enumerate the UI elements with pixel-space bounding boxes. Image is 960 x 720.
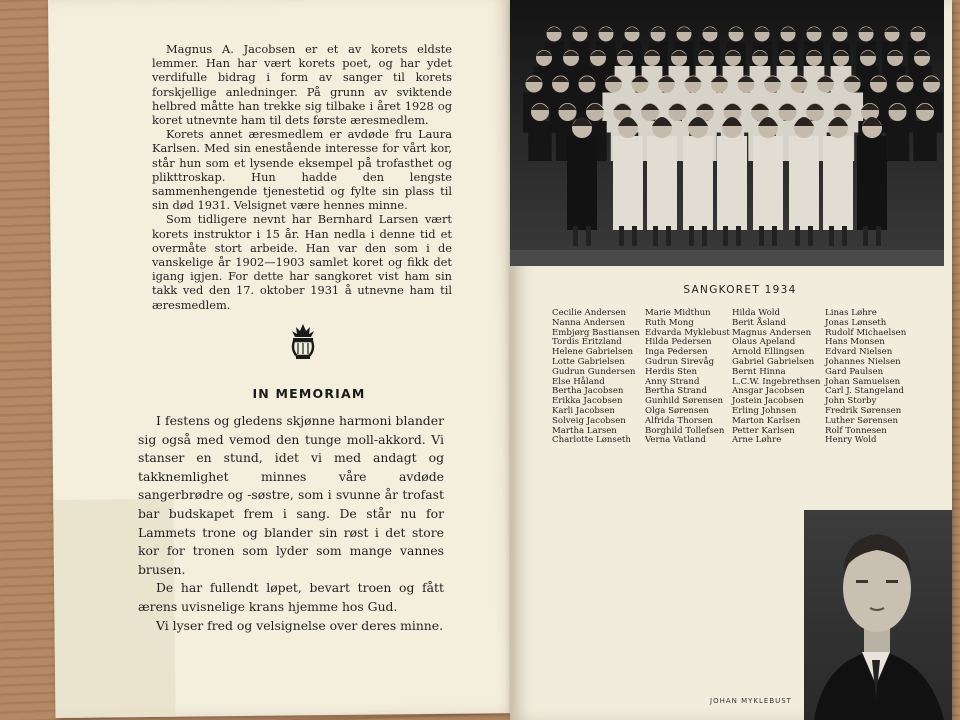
member-name: Ansgar Jacobsen [732,386,805,397]
choir-member-figure [913,121,936,161]
front-row-leg [759,226,764,246]
front-row-leg [653,226,658,246]
member-name: Linas Løhre [825,308,877,318]
member-name: Hans Monsen [825,337,885,348]
choir-member-hair [599,27,614,32]
front-row-figure [567,136,597,230]
member-name: Martha Larsen [552,425,617,436]
choir-member-hair [703,27,718,32]
front-row-leg [842,226,847,246]
member-name: Jonas Lønseth [825,317,887,328]
member-name: Berit Åsland [732,317,786,328]
choir-title: SANGKORET 1934 [683,284,797,296]
memoriam-paragraph: Vi lyser fred og velsignelse over deres minne. [156,617,444,633]
front-row-figure [683,136,713,230]
choir-member-hair [807,27,822,32]
member-column-3 [732,309,820,446]
member-name: Arnold Ellingsen [732,347,805,358]
member-name: Edvard Nielsen [825,347,893,358]
memoriam-heading: IN MEMORIAM [252,386,366,401]
member-name: Fredrik Sørensen [825,405,902,416]
member-name: Else Håland [552,376,605,387]
choir-member-hair [911,27,926,32]
member-name: Luther Sørensen [825,415,898,426]
choir-member-hair [859,27,874,32]
left-body-text [152,42,452,312]
front-row-leg [619,226,624,246]
member-name: Marton Karlsen [732,415,801,426]
member-name: Charlotte Lønseth [552,435,631,446]
member-name: Gunhild Sørensen [645,396,724,407]
member-name: Nanna Andersen [552,317,626,328]
member-name: Marie Midthun [645,308,711,318]
choir-member-hair [781,27,796,32]
front-row-leg [736,226,741,246]
front-row-leg [586,226,591,246]
member-name: Herdis Sten [645,366,698,377]
member-column-4 [825,309,906,446]
portrait-image [804,510,952,720]
member-name: Bertha Jacobsen [552,386,624,397]
member-name: Edvarda Myklebust [645,327,730,338]
front-row-figure [647,136,677,230]
member-column-1 [552,309,640,446]
front-row-leg [829,226,834,246]
member-name: Johannes Nielsen [825,356,901,367]
front-row-leg [876,226,881,246]
lyre-ornament-icon [285,322,321,362]
member-column-2 [645,309,730,446]
choir-member-hair [573,27,588,32]
front-row-leg [689,226,694,246]
member-name: Erling Johnsen [732,405,797,416]
choir-member-hair [625,27,640,32]
choir-member-hair [677,27,692,32]
member-name: Bertha Strand [645,386,707,397]
member-name: Verna Vatland [645,435,706,446]
member-name: Gard Paulsen [825,366,884,377]
choir-photo-image [510,0,944,266]
member-name: Karli Jacobsen [552,405,615,416]
member-name: Helene Gabrielsen [552,347,633,358]
paragraph-karlsen: Korets annet æresmedlem er avdøde fru Laura Karlsen. Med sin enestående interesse for vårt kor, står hun som et lysende eksempel på trofasthet og plikttroskap. Hun hadde den lengste sammenhengende tjenestetid og fylte sin plass til sin død 1931. Velsignet være hennes minne. [152,127,452,213]
memoriam-paragraph: De har fullendt løpet, bevart troen og fått ærens uvisnelige krans hjemme hos Gud. [138,580,444,614]
member-name: John Storby [825,396,877,407]
choir-member-hair [885,27,900,32]
member-name: Alfrida Thorsen [645,415,713,426]
member-name: Borghild Tollefsen [645,425,725,436]
member-name: Anny Strand [645,376,700,387]
member-name: Tordis Eritzland [552,337,622,348]
member-name: Gabriel Gabrielsen [732,356,815,367]
choir-member-figure [886,121,909,161]
member-name: Petter Karlsen [732,425,795,436]
memoriam-paragraph: I festens og gledens skjønne harmoni blander sig også med vemod den tunge moll-akkord. Vi stanser en stund, idet vi med andagt og takknemlighet minnes våre avdøde sangerbrødre og -søstre, som i svunne år trofast bar budskapet frem i sang. De står nu for Lammets trone og blander sin røst i det store kor for tronen som lyder som mange vannes brusen. [138,413,444,577]
member-name: Magnus Andersen [732,327,812,338]
member-name: Cecilie Andersen [552,308,627,318]
member-name: Erikka Jacobsen [552,396,623,407]
member-name: Johan Samuelsen [825,376,901,387]
member-name: Rudolf Michaelsen [825,327,907,338]
front-row-leg [723,226,728,246]
front-row-leg [808,226,813,246]
paragraph-larsen: Som tidligere nevnt har Bernhard Larsen vært korets instruktor i 15 år. Han nedla i denne tid et overmåte stort arbeide. Han var den som i de vanskelige år 1902—1903 samlet koret og fikk det igang igjen. For dette har sangkoret vist ham sin takk ved den 17. oktober 1931 å utnevne ham til æresmedlem. [152,212,452,312]
member-name: Embjørg Bastiansen [552,327,640,338]
member-name: L.C.W. Ingebrethsen [732,376,821,387]
member-name: Lotte Gabrielsen [552,356,625,367]
memoriam-text [138,412,444,635]
member-name: Hilda Wold [732,308,781,318]
member-name: Olga Sørensen [645,405,709,416]
member-name: Arne Løhre [732,435,782,446]
member-name: Rolf Tonnesen [825,425,887,436]
front-row-leg [632,226,637,246]
front-row-leg [863,226,868,246]
portrait-photo [804,510,952,720]
front-row-leg [666,226,671,246]
front-row-figure [789,136,819,230]
member-name: Henry Wold [825,435,877,446]
front-row-leg [772,226,777,246]
front-row-leg [702,226,707,246]
member-name: Hilda Pedersen [645,337,712,348]
front-row-leg [795,226,800,246]
front-row-figure [857,136,887,230]
portrait-caption: JOHAN MYKLEBUST [710,697,792,705]
choir-member-hair [755,27,770,32]
paragraph-jacobsen: Magnus A. Jacobsen er et av korets eldste lemmer. Han har vært korets poet, og har ydet verdifulle bidrag i form av sanger til korets forskjellige anledninger. På grunn av sviktende helbred måtte han trekke sig tilbake i året 1928 og koret utnevnte ham til dets første æresmedlem. [152,42,452,128]
member-name: Jostein Jacobsen [732,396,804,407]
member-name: Olaus Apeland [732,337,796,348]
choir-group-photo [510,0,944,266]
member-name: Gudrun Sirevåg [645,356,715,367]
member-name: Carl J. Stangeland [825,386,905,397]
choir-member-hair [833,27,848,32]
choir-member-hair [547,27,562,32]
choir-member-hair [729,27,744,32]
front-row-figure [823,136,853,230]
member-name: Inga Pedersen [645,347,708,358]
front-row-leg [573,226,578,246]
choir-member-figure [528,121,551,161]
member-name: Solveig Jacobsen [552,415,626,426]
front-row-figure [753,136,783,230]
member-name: Ruth Mong [645,317,694,328]
member-name: Gudrun Gundersen [552,366,636,377]
photo-floor [510,250,944,266]
right-page [510,0,952,720]
front-row-figure [613,136,643,230]
member-name: Bernt Hinna [732,366,786,377]
choir-member-hair [651,27,666,32]
front-row-figure [717,136,747,230]
